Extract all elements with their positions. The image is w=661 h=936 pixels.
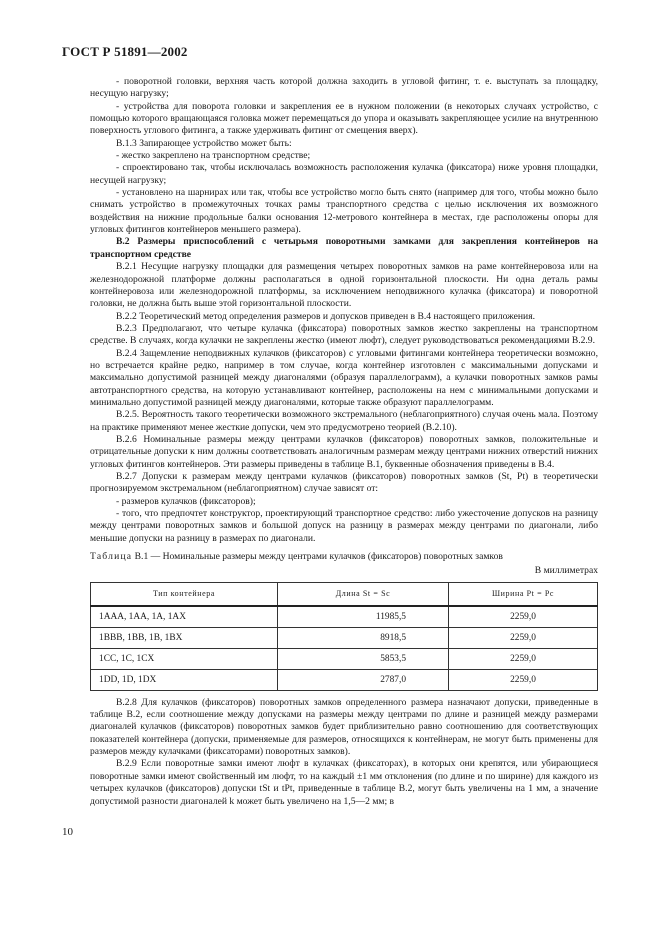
dimensions-table — [90, 582, 598, 691]
body-text-top — [90, 76, 598, 545]
table-header-width: Ширина Pt = Pc — [449, 582, 598, 606]
cell-type: 1CC, 1C, 1CX — [91, 648, 278, 669]
table-row — [91, 606, 598, 628]
table-caption — [90, 551, 598, 563]
cell-type: 1AAA, 1AA, 1A, 1AX — [91, 606, 278, 628]
paragraph: - установлено на шарнирах или так, чтобы все устройство могло быть снято (например для того, чтобы можно было снимать устройство в промежуточных точках рамы транспортного средства с целью исключения их возможного воздействия на нижние продольные балки основания 12-метрового контейнера в местах, где расположены опоры для угловых фитингов контейнеров меньшего размера). — [90, 187, 598, 236]
table-header-length: Длина St = Sc — [278, 582, 449, 606]
paragraph: В.2.9 Если поворотные замки имеют люфт в кулачках (фиксаторах), в которых они крепятся, или убирающиеся поворотные замки имеют свойственный им люфт, то на каждый ±1 мм отклонения (по длине и по ширине) для каждого из четырех кулачков (фиксаторов) допуски tSt и tPt, приведенные в таблице В.2, могут быть увеличены на 1 мм, а значение допустимой разности диагоналей k может быть увеличено на 1,5—2 мм; в — [90, 758, 598, 807]
paragraph: - размеров кулачков (фиксаторов); — [116, 495, 256, 507]
cell-length: 2787,0 — [278, 669, 449, 690]
table-caption-prefix: Таблица — [90, 551, 133, 563]
paragraph: - поворотной головки, верхняя часть которой должна заходить в угловой фитинг, т. е. выступать за площадку, несущую нагрузку; — [90, 76, 598, 100]
cell-width: 2259,0 — [449, 648, 598, 669]
paragraph: - устройства для поворота головки и закрепления ее в нужном положении (в некоторых случаях устройство, с помощью которого вращающаяся головка может перемещаться до упора и оказывать закрепляющее усилие на внутреннюю поверхность углового фитинга, а также удерживать фитинг от смещения вверх). — [90, 100, 598, 137]
document-header: ГОСТ Р 51891—2002 — [62, 44, 188, 59]
body-text-bottom — [90, 697, 598, 808]
table-row — [91, 648, 598, 669]
paragraph: В.2.3 Предполагают, что четыре кулачка (фиксатора) поворотных замков жестко закреплены на транспортном средстве. В случаях, когда кулачки не закреплены жестко (имеют люфт), следует руководствоваться рекомендациями В.2.9. — [90, 322, 598, 347]
cell-type: 1DD, 1D, 1DX — [91, 669, 278, 690]
table-units: В миллиметрах — [534, 565, 598, 577]
cell-width: 2259,0 — [449, 669, 598, 690]
page-number: 10 — [62, 826, 73, 838]
paragraph: В.2.7 Допуски к размерам между центрами кулачков (фиксаторов) поворотных замков (St, Pt) в теоретически прогнозируемом экстремальном (неблагоприятном) случае зависят от: — [90, 471, 598, 495]
document-body — [90, 76, 598, 808]
paragraph: - того, что предпочтет конструктор, проектирующий транспортное средство: либо ужесточение допусков на разницу между центрами поворотных замков и большой допуск на разницу в размерах между центрами по диагонали, либо меньшие допуски на разницу в размерах по диагонали. — [90, 508, 598, 544]
paragraph: В.2.4 Защемление неподвижных кулачков (фиксаторов) с угловыми фитингами контейнера теоретически возможно, но встречается крайне редко, например в том случае, когда контейнер изготовлен с максимальными допусками и максимально допустимой разницей между диагоналями (образуя параллелограмм), а кулачки поворотных замков рамы автотранспортного средства, на которую устанавливают контейнер, расположены на нем с минимальными допусками и минимально допустимой разницей между диагоналями, которые также образуют параллелограмм. — [90, 347, 598, 408]
paragraph: В.2.2 Теоретический метод определения размеров и допусков приведен в В.4 настоящего приложения. — [116, 310, 535, 322]
paragraph: В.1.3 Запирающее устройство может быть: — [116, 137, 292, 149]
table-row — [91, 669, 598, 690]
cell-width: 2259,0 — [449, 606, 598, 628]
section-heading: В.2 Размеры приспособлений с четырьмя поворотными замками для закрепления контейнеров на транспортном средстве — [90, 236, 598, 260]
paragraph: В.2.6 Номинальные размеры между центрами кулачков (фиксаторов) поворотных замков, положительные и отрицательные допуски к ним должны соответствовать аналогичным размерам между центрами нижних отверстий нижних угловых фитингов контейнеров. Эти размеры приведены в таблице В.1, буквенные обозначения приведены в В.4. — [90, 433, 598, 470]
table-row — [91, 627, 598, 648]
table-caption-text: В.1 — Номинальные размеры между центрами кулачков (фиксаторов) поворотных замков — [132, 551, 503, 563]
paragraph: В.2.5. Вероятность такого теоретически возможного экстремального (неблагоприятного) случая очень мала. Поэтому на практике применяют менее жесткие допуски, чем это предусмотрено теорией (В.2.10). — [90, 409, 598, 433]
cell-length: 5853,5 — [278, 648, 449, 669]
cell-length: 8918,5 — [278, 627, 449, 648]
paragraph: В.2.1 Несущие нагрузку площадки для размещения четырех поворотных замков на раме контейнеровоза или на железнодорожной платформе должны располагаться в одной горизонтальной плоскости. Ни одна деталь рамы контейнеровоза или железнодорожной платформы, за исключением неподвижного кулачка (фиксатора) и поворотной головки, не должна быть выше этой горизонтальной плоскости. — [90, 261, 598, 310]
cell-width: 2259,0 — [449, 627, 598, 648]
paragraph: - спроектировано так, чтобы исключалась возможность расположения кулачка (фиксатора) ниже уровня площадки, несущей нагрузку; — [90, 162, 598, 186]
table-header-type: Тип контейнера — [91, 582, 278, 606]
paragraph: - жестко закреплено на транспортном средстве; — [116, 150, 311, 162]
cell-length: 11985,5 — [278, 606, 449, 628]
paragraph: В.2.8 Для кулачков (фиксаторов) поворотных замков определенного размера назначают допуски, приведенные в таблице В.2, если соотношение между допусками на размеры между центрами по длине и разницей между размерами диагоналей кулачков (фиксаторов) поворотных замков будет приблизительно равно соотношению для соответствующих показателей контейнера (допуски, применяемые для размеров, относящихся к контейнерам, не могут быть применены для размеров между кулачками (фиксаторами) поворотных замков). — [90, 696, 598, 758]
cell-type: 1BBB, 1BB, 1B, 1BX — [91, 627, 278, 648]
